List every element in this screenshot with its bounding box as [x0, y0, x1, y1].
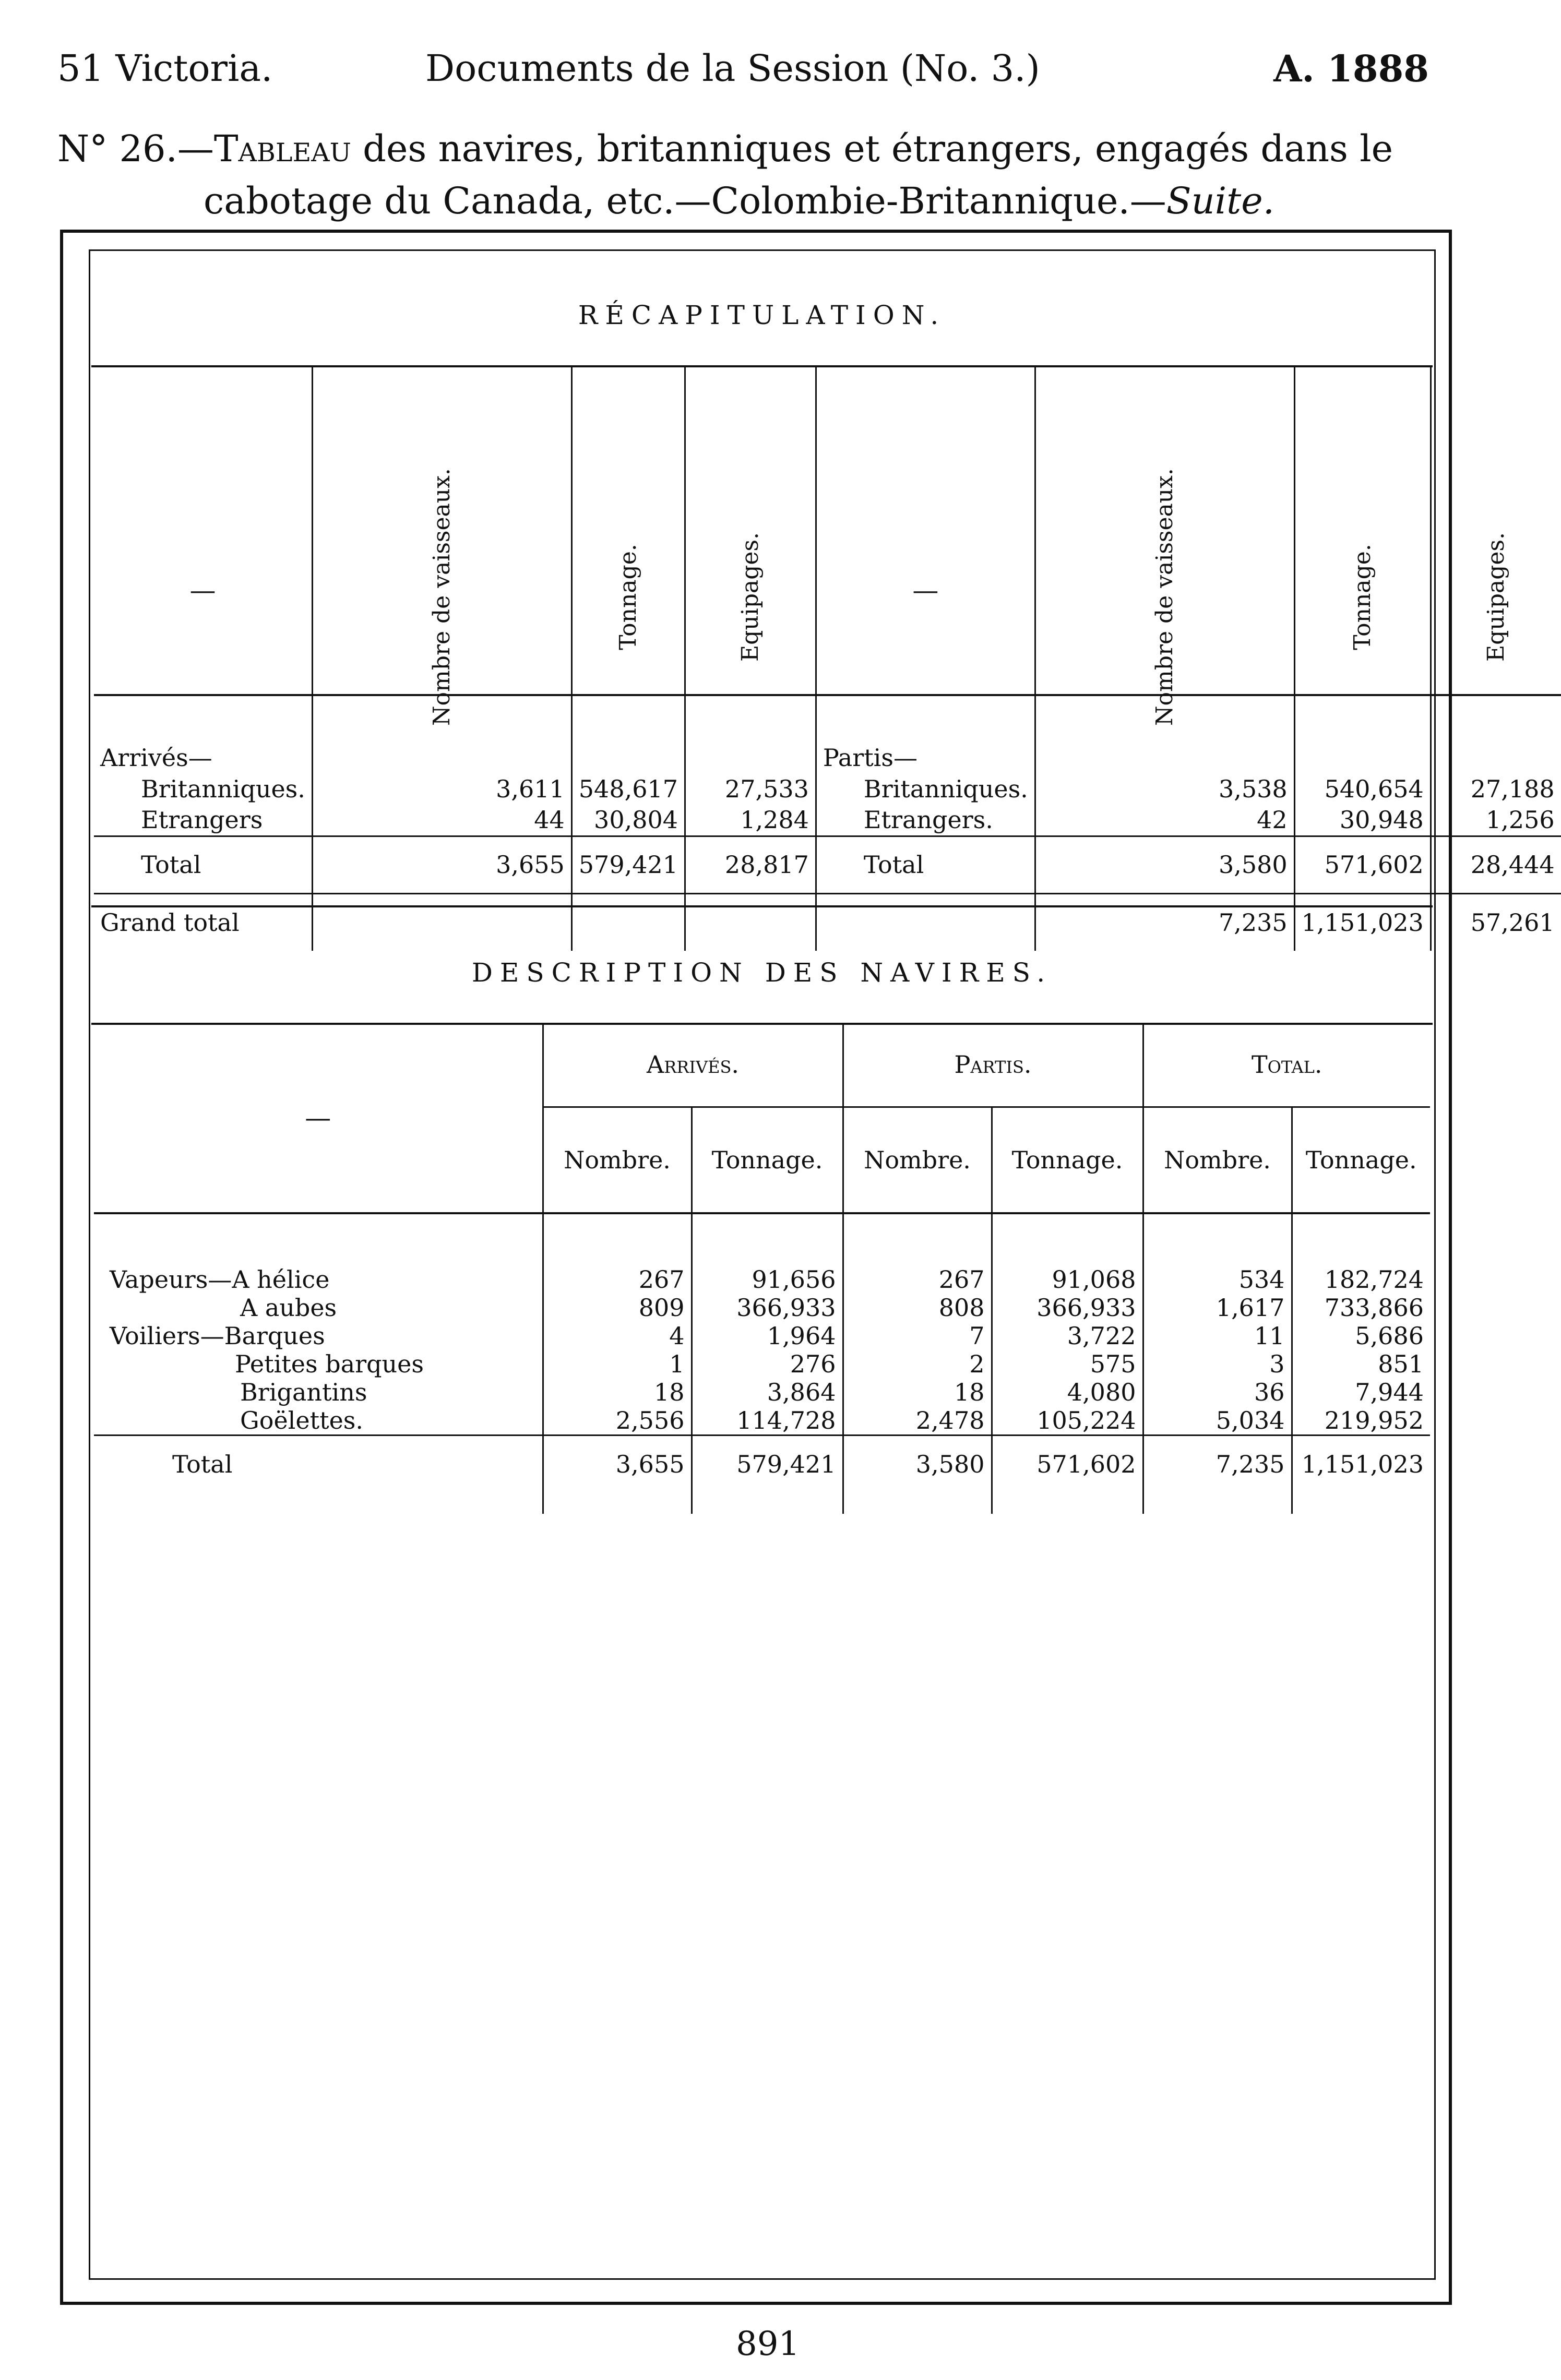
cell-value: 3,580 [843, 1436, 992, 1493]
total-row [94, 1436, 1430, 1493]
cell-value: 91,656 [692, 1265, 843, 1294]
col-header-crew [685, 365, 816, 695]
description-dash: — [94, 1023, 543, 1213]
cell-value: 579,421 [692, 1436, 843, 1493]
recap-dash-left: — [94, 365, 312, 695]
cell-tonnage: 1,151,023 [1294, 893, 1431, 951]
table-row [94, 1322, 1430, 1350]
cell-value: 36 [1143, 1378, 1292, 1406]
col-header-tonnage: Tonnage. [692, 1107, 843, 1214]
table-row [94, 1265, 1430, 1294]
cell-tonnage: 548,617 [571, 773, 685, 805]
row-label-total: Total [94, 836, 312, 893]
table-title-line-2 [57, 175, 1467, 227]
cell-value: 5,034 [1143, 1406, 1292, 1436]
recap-dash-right: — [816, 365, 1035, 695]
cell-value: 366,933 [992, 1294, 1143, 1322]
row-label: Petites barques [235, 1350, 424, 1378]
col-header-nombre: Nombre. [1143, 1107, 1292, 1214]
cell-crew: 57,261 [1431, 893, 1560, 951]
col-header-tonnage [1294, 365, 1431, 695]
group-header-total: Total. [1143, 1023, 1430, 1107]
cell-value: 18 [543, 1378, 692, 1406]
table-row [94, 1294, 1430, 1322]
header-year: A. 1888 [1273, 47, 1429, 90]
cell-value: 7 [843, 1322, 992, 1350]
cell-value: 571,602 [992, 1436, 1143, 1493]
col-header-crew [1431, 365, 1560, 695]
group-header-row [94, 1023, 1430, 1107]
header-document-title: Documents de la Session (No. 3.) [425, 47, 1040, 90]
table-row [94, 773, 1561, 805]
cell-tonnage: 579,421 [571, 836, 685, 893]
col-header-crew-text: Equipages. [1482, 532, 1509, 662]
row-label-total: Total [94, 1436, 543, 1493]
cell-value: 4,080 [992, 1378, 1143, 1406]
row-label: Britanniques. [816, 773, 1035, 805]
table-title-line-1 [57, 123, 1467, 175]
row-label-grand-total: Grand total [94, 893, 312, 951]
cell-value: 91,068 [992, 1265, 1143, 1294]
cell-value: 3,655 [543, 1436, 692, 1493]
table-row [94, 1406, 1430, 1436]
cell-value: 1 [543, 1350, 692, 1378]
row-label: A aubes [240, 1294, 337, 1322]
recap-heading: RÉCAPITULATION. [578, 300, 946, 330]
cell-vessels: 3,611 [312, 773, 571, 805]
row-label: Etrangers [141, 806, 263, 834]
row-label: Britanniques. [141, 775, 305, 803]
cell-value: 114,728 [692, 1406, 843, 1436]
cell-value: 1,151,023 [1292, 1436, 1430, 1493]
row-label: Goëlettes. [240, 1406, 364, 1434]
cell-value: 808 [843, 1294, 992, 1322]
cell-crew: 28,817 [685, 836, 816, 893]
group-label-partis: Partis— [816, 742, 1035, 773]
group-label-arrives: Arrivés— [100, 744, 212, 772]
cell-value: 7,235 [1143, 1436, 1292, 1493]
recap-table [94, 365, 1561, 951]
cell-crew: 28,444 [1431, 836, 1560, 893]
col-header-nombre: Nombre. [843, 1107, 992, 1214]
row-label: Etrangers. [816, 805, 1035, 836]
col-header-vessels-text: Nombre de vaisseaux. [1151, 468, 1178, 726]
table-title-suite: Suite. [1166, 180, 1274, 222]
cell-crew: 27,188 [1431, 773, 1560, 805]
col-header-tonnage [571, 365, 685, 695]
cell-value: 1,964 [692, 1322, 843, 1350]
cell-value: 11 [1143, 1322, 1292, 1350]
spacer-row [94, 695, 1561, 742]
cell-value: 7,944 [1292, 1378, 1430, 1406]
cell-value: 105,224 [992, 1406, 1143, 1436]
recap-header-row [94, 365, 1561, 695]
group-header-arrives: Arrivés. [543, 1023, 843, 1107]
table-title-line-2-text: cabotage du Canada, etc.—Colombie-Britannique.— [204, 180, 1166, 222]
cell-vessels: 3,538 [1035, 773, 1294, 805]
row-label: Vapeurs—A hélice [110, 1265, 330, 1294]
cell-value: 2,556 [543, 1406, 692, 1436]
cell-crew: 27,533 [685, 773, 816, 805]
row-label: Voiliers—Barques [110, 1322, 325, 1350]
cell-tonnage: 540,654 [1294, 773, 1431, 805]
description-table [94, 1023, 1430, 1514]
cell-vessels: 3,580 [1035, 836, 1294, 893]
description-heading: DESCRIPTION DES NAVIRES. [471, 958, 1053, 988]
cell-tonnage: 30,804 [571, 805, 685, 836]
cell-value: 219,952 [1292, 1406, 1430, 1436]
col-header-crew-text: Equipages. [736, 532, 764, 662]
cell-value: 3,864 [692, 1378, 843, 1406]
spacer-row [94, 1493, 1430, 1514]
cell-value: 809 [543, 1294, 692, 1322]
spacer-row [94, 1213, 1430, 1265]
cell-tonnage: 571,602 [1294, 836, 1431, 893]
table-row [94, 1350, 1430, 1378]
cell-value: 4 [543, 1322, 692, 1350]
cell-value: 366,933 [692, 1294, 843, 1322]
group-header-partis: Partis. [843, 1023, 1143, 1107]
header-session-year: 51 Victoria. [57, 47, 273, 90]
cell-vessels: 42 [1035, 805, 1294, 836]
grand-total-row [94, 893, 1561, 951]
col-header-vessels [1035, 365, 1294, 726]
cell-value: 851 [1292, 1350, 1430, 1378]
cell-tonnage: 30,948 [1294, 805, 1431, 836]
cell-vessels: 3,655 [312, 836, 571, 893]
row-label-total: Total [816, 836, 1035, 893]
cell-value: 2,478 [843, 1406, 992, 1436]
cell-value: 182,724 [1292, 1265, 1430, 1294]
cell-value: 733,866 [1292, 1294, 1430, 1322]
cell-value: 267 [543, 1265, 692, 1294]
cell-value: 2 [843, 1350, 992, 1378]
col-header-vessels-text: Nombre de vaisseaux. [428, 468, 455, 726]
col-header-tonnage: Tonnage. [1292, 1107, 1430, 1214]
table-row [94, 1378, 1430, 1406]
col-header-tonnage-text: Tonnage. [614, 544, 641, 650]
col-header-nombre: Nombre. [543, 1107, 692, 1214]
row-label: Brigantins [240, 1378, 367, 1406]
col-header-tonnage: Tonnage. [992, 1107, 1143, 1214]
col-header-vessels [312, 365, 571, 726]
cell-value: 575 [992, 1350, 1143, 1378]
table-number: N° 26.— [57, 127, 214, 170]
page-number: 891 [736, 2325, 800, 2363]
cell-value: 18 [843, 1378, 992, 1406]
cell-value: 3,722 [992, 1322, 1143, 1350]
table-row [94, 742, 1561, 773]
table-row [94, 805, 1561, 836]
cell-crew: 1,256 [1431, 805, 1560, 836]
total-row [94, 836, 1561, 893]
col-header-tonnage-text: Tonnage. [1349, 544, 1376, 650]
cell-value: 3 [1143, 1350, 1292, 1378]
cell-value: 534 [1143, 1265, 1292, 1294]
cell-value: 1,617 [1143, 1294, 1292, 1322]
cell-vessels: 44 [312, 805, 571, 836]
table-title-rest: des navires, britanniques et étrangers, engagés dans le [351, 127, 1393, 170]
cell-vessels: 7,235 [1035, 893, 1294, 951]
cell-value: 267 [843, 1265, 992, 1294]
cell-crew: 1,284 [685, 805, 816, 836]
cell-value: 5,686 [1292, 1322, 1430, 1350]
cell-value: 276 [692, 1350, 843, 1378]
table-word: Tableau [213, 127, 351, 170]
